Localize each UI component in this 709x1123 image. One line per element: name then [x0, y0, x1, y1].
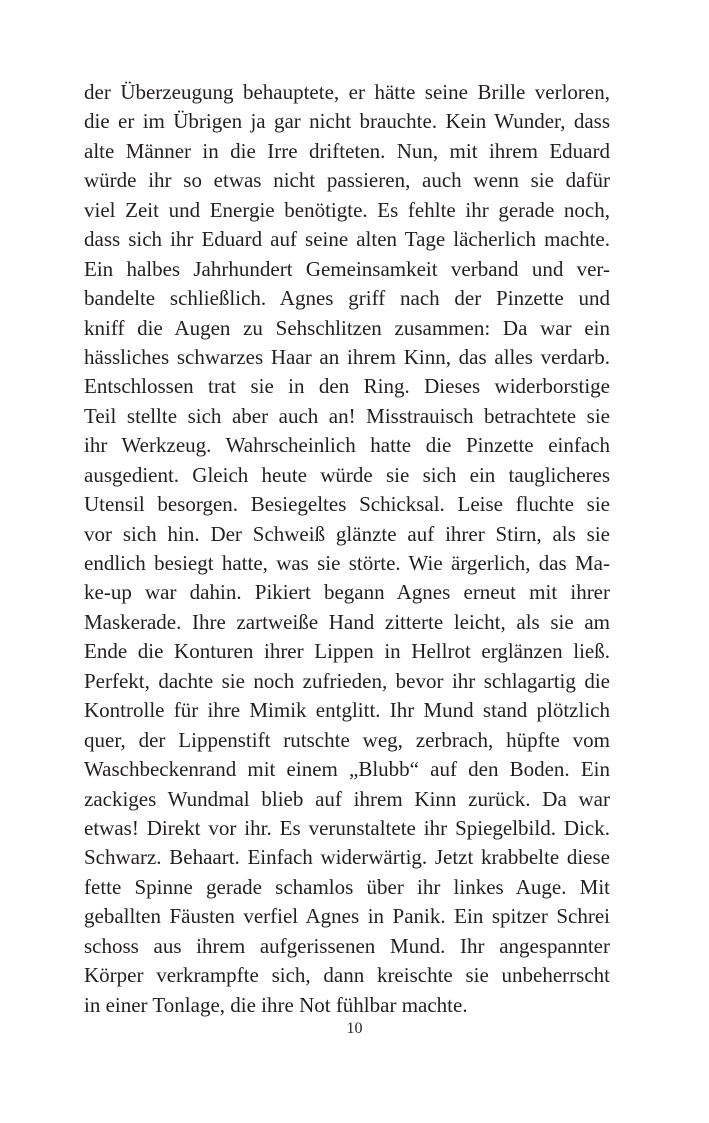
text-line: Entschlossen trat sie in den Ring. Dieses widerborstige — [84, 374, 610, 399]
text-line: der Überzeugung behauptete, er hätte seine Brille verloren, — [84, 80, 610, 104]
text-line: kniff die Augen zu Sehschlitzen zusammen: Da war ein — [84, 315, 610, 340]
text-line: quer, der Lippenstift rutschte weg, zerbrach, hüpfte vom — [84, 727, 610, 752]
page-number: 10 — [346, 1020, 363, 1037]
text-line: viel Zeit und Energie benötigte. Es fehlte ihr gerade noch, — [84, 197, 610, 222]
text-line: würde ihr so etwas nicht passieren, auch wenn sie dafür — [84, 168, 610, 193]
text-line: endlich besiegt hatte, was sie störte. Wie ärgerlich, das Ma- — [84, 551, 610, 575]
text-line: ke-up war dahin. Pikiert begann Agnes erneut mit ihrer — [84, 580, 610, 605]
text-line: geballten Fäusten verfiel Agnes in Panik. Ein spitzer Schrei — [84, 904, 610, 929]
text-line: Kontrolle für ihre Mimik entglitt. Ihr Mund stand plötzlich — [84, 698, 610, 723]
text-line: alte Männer in die Irre drifteten. Nun, mit ihrem Eduard — [84, 138, 610, 163]
text-line: hässliches schwarzes Haar an ihrem Kinn, das alles verdarb. — [84, 344, 610, 369]
text-line: vor sich hin. Der Schweiß glänzte auf ihrer Stirn, als sie — [84, 521, 610, 546]
text-line: Perfekt, dachte sie noch zufrieden, bevor ihr schlagartig die — [84, 668, 610, 693]
text-line: Ein halbes Jahrhundert Gemeinsamkeit verband und ver- — [84, 256, 610, 281]
text-line: zackiges Wundmal blieb auf ihrem Kinn zurück. Da war — [84, 786, 610, 811]
text-line-last: in einer Tonlage, die ihre Not fühlbar machte. — [84, 992, 468, 1017]
text-line: etwas! Direkt vor ihr. Es verunstaltete ihr Spiegelbild. Dick. — [84, 815, 610, 840]
text-line: Waschbeckenrand mit einem „Blubb“ auf den Boden. Ein — [84, 757, 610, 782]
text-line: Körper verkrampfte sich, dann kreischte sie unbeherrscht — [84, 963, 610, 988]
text-line: bandelte schließlich. Agnes griff nach der Pinzette und — [84, 286, 610, 311]
text-line: Utensil besorgen. Besiegeltes Schicksal. Leise fluchte sie — [84, 492, 610, 517]
text-line: Ende die Konturen ihrer Lippen in Hellrot erglänzen ließ. — [84, 639, 610, 664]
text-line: Teil stellte sich aber auch an! Misstrauisch betrachtete sie — [84, 403, 610, 428]
text-line: ausgedient. Gleich heute würde sie sich ein tauglicheres — [84, 462, 610, 487]
text-line: Schwarz. Behaart. Einfach widerwärtig. Jetzt krabbelte diese — [84, 845, 610, 870]
text-line: dass sich ihr Eduard auf seine alten Tage lächerlich machte. — [84, 227, 610, 252]
body-text — [84, 78, 610, 1020]
text-line: fette Spinne gerade schamlos über ihr linkes Auge. Mit — [84, 874, 610, 899]
text-line: die er im Übrigen ja gar nicht brauchte. Kein Wunder, dass — [84, 109, 610, 134]
text-line: Maskerade. Ihre zartweiße Hand zitterte leicht, als sie am — [84, 609, 610, 634]
text-line: ihr Werkzeug. Wahrscheinlich hatte die Pinzette einfach — [84, 433, 610, 458]
text-line: schoss aus ihrem aufgerissenen Mund. Ihr angespannter — [84, 933, 610, 958]
